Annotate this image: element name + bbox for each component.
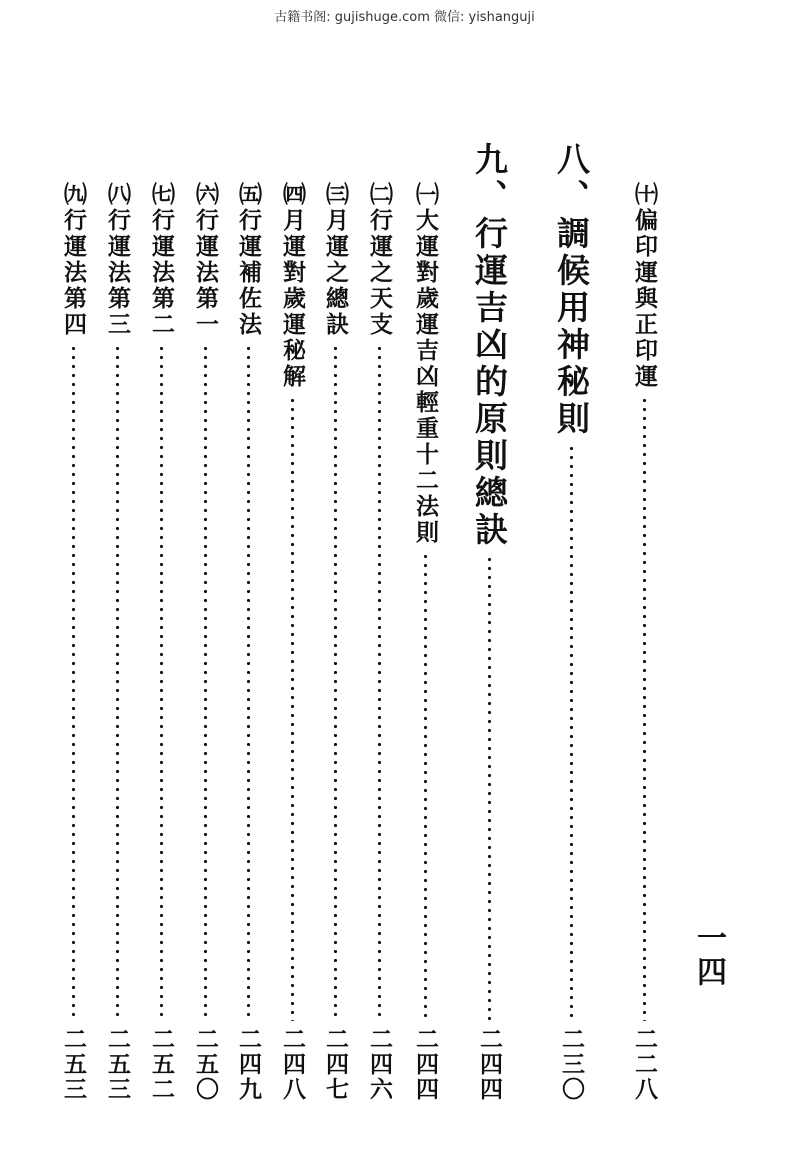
toc-entry-page: 二五〇 <box>192 1027 219 1102</box>
toc-entry-page: 二四八 <box>279 1027 306 1102</box>
toc-entry[interactable] <box>633 182 656 1102</box>
dot-leader <box>333 344 338 1021</box>
toc-entry-page: 二三〇 <box>558 1027 585 1102</box>
page-number: 一四 <box>691 922 726 990</box>
dot-leader <box>246 344 251 1021</box>
toc-entry-page: 二五三 <box>60 1027 87 1102</box>
toc-entry-page: 二四六 <box>366 1027 393 1102</box>
toc-entry-page: 二四九 <box>235 1027 262 1102</box>
toc-entry[interactable] <box>194 182 217 1102</box>
dot-leader <box>71 344 76 1021</box>
dot-leader <box>290 396 295 1021</box>
toc-entry[interactable] <box>281 182 304 1102</box>
toc-entry-title: ㈧行運法第三 <box>104 182 131 338</box>
toc-entry-page: 二四四 <box>476 1027 503 1102</box>
toc-entry-title: ㈦行運法第二 <box>148 182 175 338</box>
toc-entry-title: ㈨行運法第四 <box>60 182 87 338</box>
dot-leader <box>423 552 428 1021</box>
toc-entry-page: 二五二 <box>148 1027 175 1102</box>
toc-entry-title: ㈢月運之總訣 <box>322 182 349 338</box>
dot-leader <box>203 344 208 1021</box>
dot-leader <box>159 344 164 1021</box>
dot-leader <box>569 444 574 1021</box>
toc-entry[interactable] <box>368 182 391 1102</box>
dot-leader <box>377 344 382 1021</box>
dot-leader <box>115 344 120 1021</box>
dot-leader <box>642 396 647 1021</box>
toc-entry[interactable] <box>106 182 129 1102</box>
toc-entry-title: ㈣月運對歲運秘解 <box>279 182 306 390</box>
toc-entry-title: ㈥行運法第一 <box>192 182 219 338</box>
toc-entry-page: 二四四 <box>412 1027 439 1102</box>
toc-entry-page: 二四七 <box>322 1027 349 1102</box>
toc-entry-page: 二二八 <box>631 1027 658 1102</box>
toc-section-title: 八、調候用神秘則 <box>552 142 591 438</box>
toc-section-heading[interactable] <box>470 142 509 1102</box>
watermark-text: 古籍书阁: gujishuge.com 微信: yishanguji <box>274 10 535 25</box>
toc-entry-title: ㈤行運補佐法 <box>235 182 262 338</box>
toc-entry[interactable] <box>150 182 173 1102</box>
toc-entry[interactable] <box>237 182 260 1102</box>
toc-entry-title: ㈩偏印運與正印運 <box>631 182 658 390</box>
toc-entry[interactable] <box>414 182 437 1102</box>
toc-entry-title: ㈡行運之天支 <box>366 182 393 338</box>
toc-entry[interactable] <box>62 182 85 1102</box>
toc-section-title: 九、行運吉凶的原則總訣 <box>470 142 509 549</box>
dot-leader <box>487 555 492 1021</box>
toc-entry[interactable] <box>324 182 347 1102</box>
toc-entry-page: 二五三 <box>104 1027 131 1102</box>
toc-entry-title: ㈠大運對歲運吉凶輕重十二法則 <box>412 182 439 546</box>
toc-section-heading[interactable] <box>552 142 591 1102</box>
